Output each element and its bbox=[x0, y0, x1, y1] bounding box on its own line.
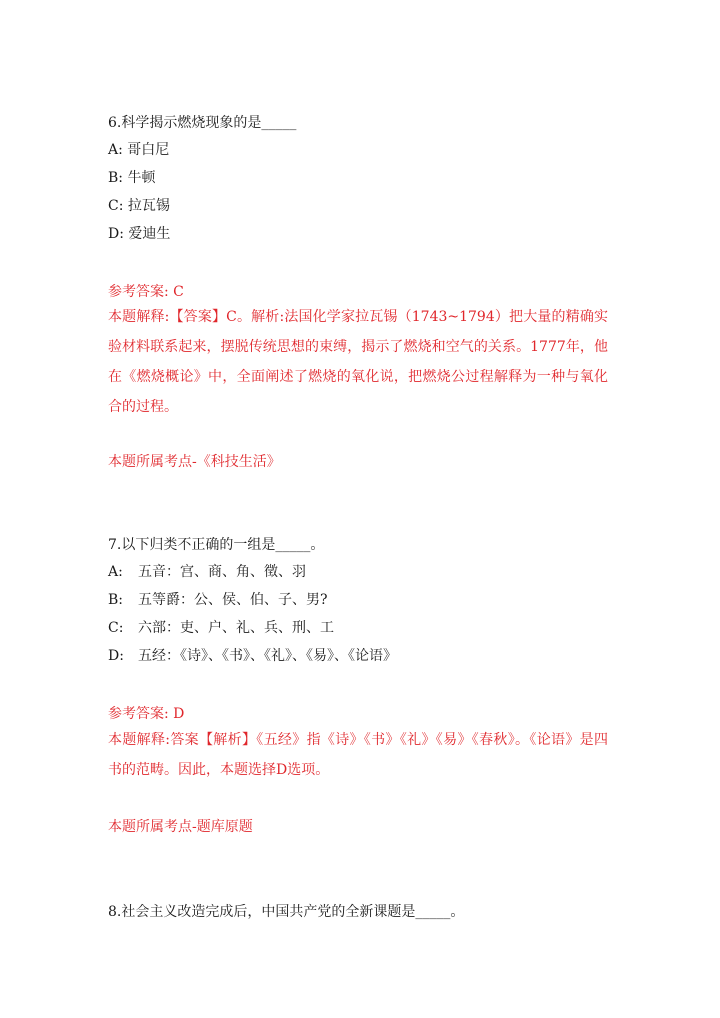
question-7-option-c bbox=[108, 618, 334, 638]
question-6-answer: 参考答案: C bbox=[108, 284, 184, 300]
question-6-topic: 本题所属考点-《科技生活》 bbox=[108, 454, 281, 470]
question-6-option-b: B: 牛顿 bbox=[108, 170, 156, 186]
option-label: A: bbox=[108, 564, 123, 580]
question-6-text: 6.科学揭示燃烧现象的是_____ bbox=[108, 115, 297, 131]
question-6-option-d: D: 爱迪生 bbox=[108, 226, 171, 242]
question-7-option-d bbox=[108, 646, 397, 666]
option-text: 六部：吏、户、礼、兵、刑、工 bbox=[138, 620, 334, 636]
question-6-option-a: A: 哥白尼 bbox=[108, 142, 170, 158]
question-8-text: 8.社会主义改造完成后，中国共产党的全新课题是_____。 bbox=[108, 904, 465, 920]
option-label: D: bbox=[108, 648, 124, 664]
question-7-option-a bbox=[108, 562, 306, 582]
question-6-option-c: C: 拉瓦锡 bbox=[108, 198, 170, 214]
option-text: 五经：《诗》、《书》、《礼》、《易》、《论语》 bbox=[138, 648, 397, 664]
question-7-text: 7.以下归类不正确的一组是_____。 bbox=[108, 537, 325, 553]
option-text: 五等爵：公、侯、伯、子、男? bbox=[138, 592, 328, 608]
option-text: 五音：宫、商、角、徵、羽 bbox=[138, 564, 306, 580]
question-6-explanation: 本题解释:【答案】C。解析:法国化学家拉瓦锡（1743~1794）把大量的精确实验材料联系起来，摆脱传统思想的束缚，揭示了燃烧和空气的关系。1777年，他在《燃烧概论》中，全面阐述了燃烧的氧化说，把燃烧公过程解释为一种与氧化合的过程。 bbox=[108, 309, 608, 415]
question-7-answer: 参考答案: D bbox=[108, 706, 185, 722]
question-7-option-b bbox=[108, 590, 328, 610]
question-7-explanation: 本题解释:答案【解析】《五经》指《诗》《书》《礼》《易》《春秋》。《论语》是四书的范畴。因此，本题选择D选项。 bbox=[108, 732, 608, 778]
option-label: B: bbox=[108, 592, 124, 608]
option-label: C: bbox=[108, 620, 124, 636]
question-7-topic: 本题所属考点-题库原题 bbox=[108, 819, 253, 835]
